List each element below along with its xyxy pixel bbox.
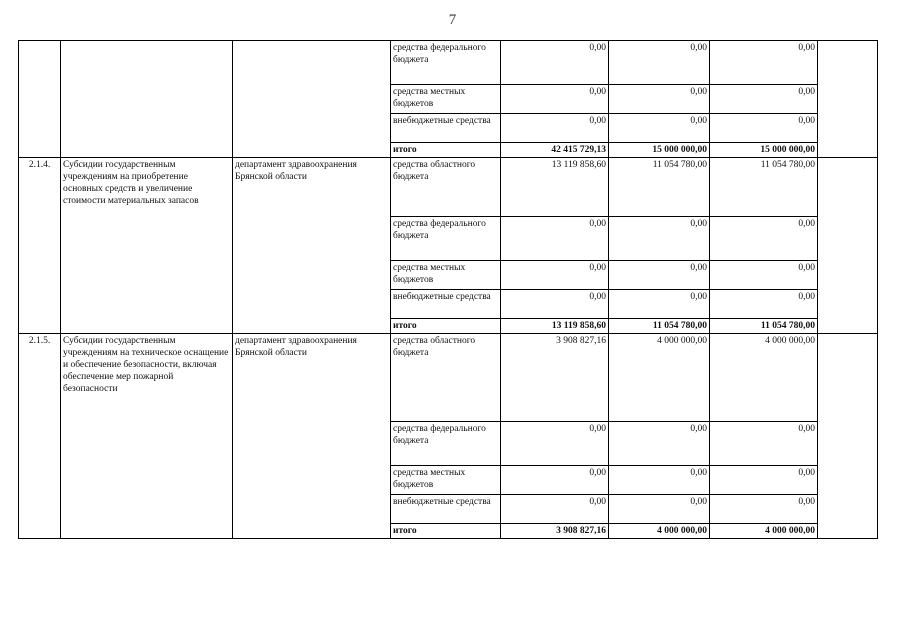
value-cell: 4 000 000,00 xyxy=(710,334,818,422)
name-cell xyxy=(61,41,233,158)
value-cell: 0,00 xyxy=(501,466,609,495)
total-value-cell: 3 908 827,16 xyxy=(501,524,609,539)
source-cell: итого xyxy=(391,524,501,539)
value-cell: 0,00 xyxy=(710,422,818,466)
value-cell: 0,00 xyxy=(609,114,710,143)
value-cell: 0,00 xyxy=(609,466,710,495)
value-cell: 0,00 xyxy=(710,85,818,114)
source-cell: внебюджетные средства xyxy=(391,495,501,524)
total-value-cell: 4 000 000,00 xyxy=(710,524,818,539)
source-cell: итого xyxy=(391,143,501,158)
value-cell: 0,00 xyxy=(609,422,710,466)
section-name: Субсидии государственным учреждениям на приобретение основных средств и увеличение стоимости материальных запасов xyxy=(61,158,233,334)
source-cell: внебюджетные средства xyxy=(391,290,501,319)
source-cell: внебюджетные средства xyxy=(391,114,501,143)
empty-cell xyxy=(818,334,878,539)
source-cell: средства федерального бюджета xyxy=(391,217,501,261)
total-value-cell: 11 054 780,00 xyxy=(609,319,710,334)
total-value-cell: 4 000 000,00 xyxy=(609,524,710,539)
section-executor: департамент здравоохранения Брянской области xyxy=(233,158,391,334)
budget-table xyxy=(18,40,878,539)
value-cell: 0,00 xyxy=(710,261,818,290)
value-cell: 0,00 xyxy=(501,114,609,143)
table-row xyxy=(19,334,878,422)
source-cell: средства местных бюджетов xyxy=(391,261,501,290)
value-cell: 0,00 xyxy=(609,290,710,319)
table-row xyxy=(19,41,878,85)
value-cell: 0,00 xyxy=(609,495,710,524)
value-cell: 0,00 xyxy=(710,495,818,524)
value-cell: 0,00 xyxy=(710,466,818,495)
page-number: 7 xyxy=(448,12,457,28)
section-name: Субсидии государственным учреждениям на техническое оснащение и обеспечение безопасности, включая обеспечение мер пожарной безопасности xyxy=(61,334,233,539)
source-cell: итого xyxy=(391,319,501,334)
executor-cell xyxy=(233,41,391,158)
source-cell: средства областного бюджета xyxy=(391,334,501,422)
total-value-cell: 11 054 780,00 xyxy=(710,319,818,334)
value-cell: 0,00 xyxy=(710,290,818,319)
value-cell: 0,00 xyxy=(609,217,710,261)
source-cell: средства областного бюджета xyxy=(391,158,501,217)
total-value-cell: 15 000 000,00 xyxy=(710,143,818,158)
value-cell: 11 054 780,00 xyxy=(710,158,818,217)
value-cell: 0,00 xyxy=(609,41,710,85)
total-value-cell: 15 000 000,00 xyxy=(609,143,710,158)
value-cell: 0,00 xyxy=(501,290,609,319)
total-value-cell: 42 415 729,13 xyxy=(501,143,609,158)
value-cell: 0,00 xyxy=(501,422,609,466)
value-cell: 11 054 780,00 xyxy=(609,158,710,217)
section-code: 2.1.4. xyxy=(19,158,61,334)
section-executor: департамент здравоохранения Брянской области xyxy=(233,334,391,539)
value-cell: 0,00 xyxy=(501,41,609,85)
value-cell: 0,00 xyxy=(501,495,609,524)
section-code: 2.1.5. xyxy=(19,334,61,539)
source-cell: средства местных бюджетов xyxy=(391,466,501,495)
value-cell: 0,00 xyxy=(710,41,818,85)
source-cell: средства местных бюджетов xyxy=(391,85,501,114)
value-cell: 0,00 xyxy=(501,261,609,290)
code-cell xyxy=(19,41,61,158)
value-cell: 0,00 xyxy=(710,217,818,261)
empty-cell xyxy=(818,158,878,334)
value-cell: 0,00 xyxy=(501,217,609,261)
value-cell: 13 119 858,60 xyxy=(501,158,609,217)
table-row xyxy=(19,158,878,217)
value-cell: 0,00 xyxy=(609,261,710,290)
value-cell: 4 000 000,00 xyxy=(609,334,710,422)
value-cell: 0,00 xyxy=(710,114,818,143)
empty-cell xyxy=(818,41,878,158)
value-cell: 0,00 xyxy=(501,85,609,114)
source-cell: средства федерального бюджета xyxy=(391,41,501,85)
total-value-cell: 13 119 858,60 xyxy=(501,319,609,334)
value-cell: 3 908 827,16 xyxy=(501,334,609,422)
source-cell: средства федерального бюджета xyxy=(391,422,501,466)
value-cell: 0,00 xyxy=(609,85,710,114)
